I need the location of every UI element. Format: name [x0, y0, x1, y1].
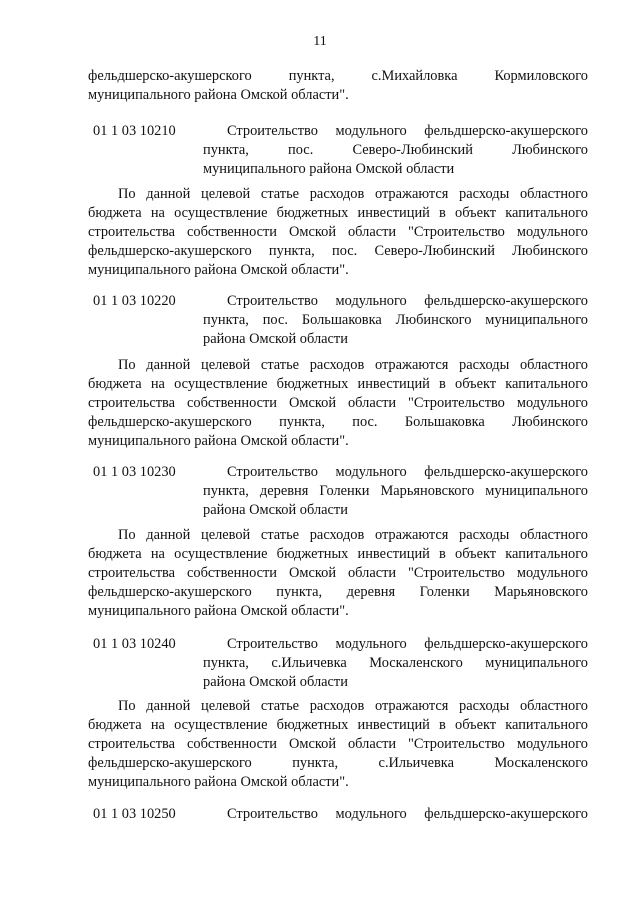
budget-code: 01 1 03 10240 — [93, 636, 176, 652]
title-line: Строительство модульного фельдшерско-акушерского — [227, 123, 588, 139]
budget-code: 01 1 03 10250 — [93, 806, 176, 822]
entry-description — [88, 356, 588, 451]
budget-code: 01 1 03 10210 — [93, 123, 176, 139]
paragraph-line: фельдшерско-акушерского пункта, деревня Голенки Марьяновского — [88, 584, 588, 600]
entry-description — [88, 526, 588, 621]
paragraph-line: фельдшерско-акушерского пункта, с.Ильичевка Москаленского — [88, 755, 588, 771]
paragraph-line: муниципального района Омской области". — [88, 262, 349, 278]
title-line: пункта, с.Ильичевка Москаленского муниципального — [203, 655, 588, 671]
paragraph-line: строительства собственности Омской области "Строительство модульного — [88, 224, 588, 240]
paragraph-line: муниципального района Омской области". — [88, 603, 349, 619]
entry-title — [203, 292, 588, 349]
paragraph-line: По данной целевой статье расходов отражаются расходы областного — [118, 357, 588, 373]
entry-title — [203, 463, 588, 520]
paragraph-line: По данной целевой статье расходов отражаются расходы областного — [118, 698, 588, 714]
paragraph-line: бюджета на осуществление бюджетных инвестиций в объект капитального — [88, 546, 588, 562]
budget-entry — [93, 292, 588, 352]
title-line: Строительство модульного фельдшерско-акушерского — [227, 464, 588, 480]
page-number: 11 — [313, 34, 327, 49]
intro-paragraph — [88, 67, 588, 105]
paragraph-line: бюджета на осуществление бюджетных инвестиций в объект капитального — [88, 717, 588, 733]
entry-title — [203, 635, 588, 692]
paragraph-line: муниципального района Омской области". — [88, 433, 349, 449]
budget-entry — [93, 635, 588, 695]
budget-entry — [93, 463, 588, 523]
paragraph-line: строительства собственности Омской области "Строительство модульного — [88, 565, 588, 581]
paragraph-line: бюджета на осуществление бюджетных инвестиций в объект капитального — [88, 376, 588, 392]
budget-code: 01 1 03 10230 — [93, 464, 176, 480]
paragraph-line: бюджета на осуществление бюджетных инвестиций в объект капитального — [88, 205, 588, 221]
title-line: района Омской области — [203, 331, 348, 347]
paragraph-line: По данной целевой статье расходов отражаются расходы областного — [118, 527, 588, 543]
title-line: Строительство модульного фельдшерско-акушерского — [227, 636, 588, 652]
paragraph-line: фельдшерско-акушерского пункта, с.Михайловка Кормиловского — [88, 68, 588, 84]
paragraph-line: строительства собственности Омской области "Строительство модульного — [88, 736, 588, 752]
budget-entry — [93, 805, 588, 865]
budget-code: 01 1 03 10220 — [93, 293, 176, 309]
entry-description — [88, 185, 588, 280]
paragraph-line: строительства собственности Омской области "Строительство модульного — [88, 395, 588, 411]
title-line: пункта, деревня Голенки Марьяновского муниципального — [203, 483, 588, 499]
title-line: пункта, пос. Большаковка Любинского муниципального — [203, 312, 588, 328]
title-line: муниципального района Омской области — [203, 161, 455, 177]
title-line: района Омской области — [203, 674, 348, 690]
title-line: Строительство модульного фельдшерско-акушерского — [227, 806, 588, 822]
entry-title — [203, 122, 588, 179]
paragraph-line: муниципального района Омской области". — [88, 87, 349, 103]
entry-title — [203, 805, 588, 824]
title-line: пункта, пос. Северо-Любинский Любинского — [203, 142, 588, 158]
paragraph-line: По данной целевой статье расходов отражаются расходы областного — [118, 186, 588, 202]
paragraph-line: фельдшерско-акушерского пункта, пос. Большаковка Любинского — [88, 414, 588, 430]
paragraph-line: муниципального района Омской области". — [88, 774, 349, 790]
budget-entry — [93, 122, 588, 182]
entry-description — [88, 697, 588, 792]
title-line: Строительство модульного фельдшерско-акушерского — [227, 293, 588, 309]
paragraph-line: фельдшерско-акушерского пункта, пос. Северо-Любинский Любинского — [88, 243, 588, 259]
title-line: района Омской области — [203, 502, 348, 518]
